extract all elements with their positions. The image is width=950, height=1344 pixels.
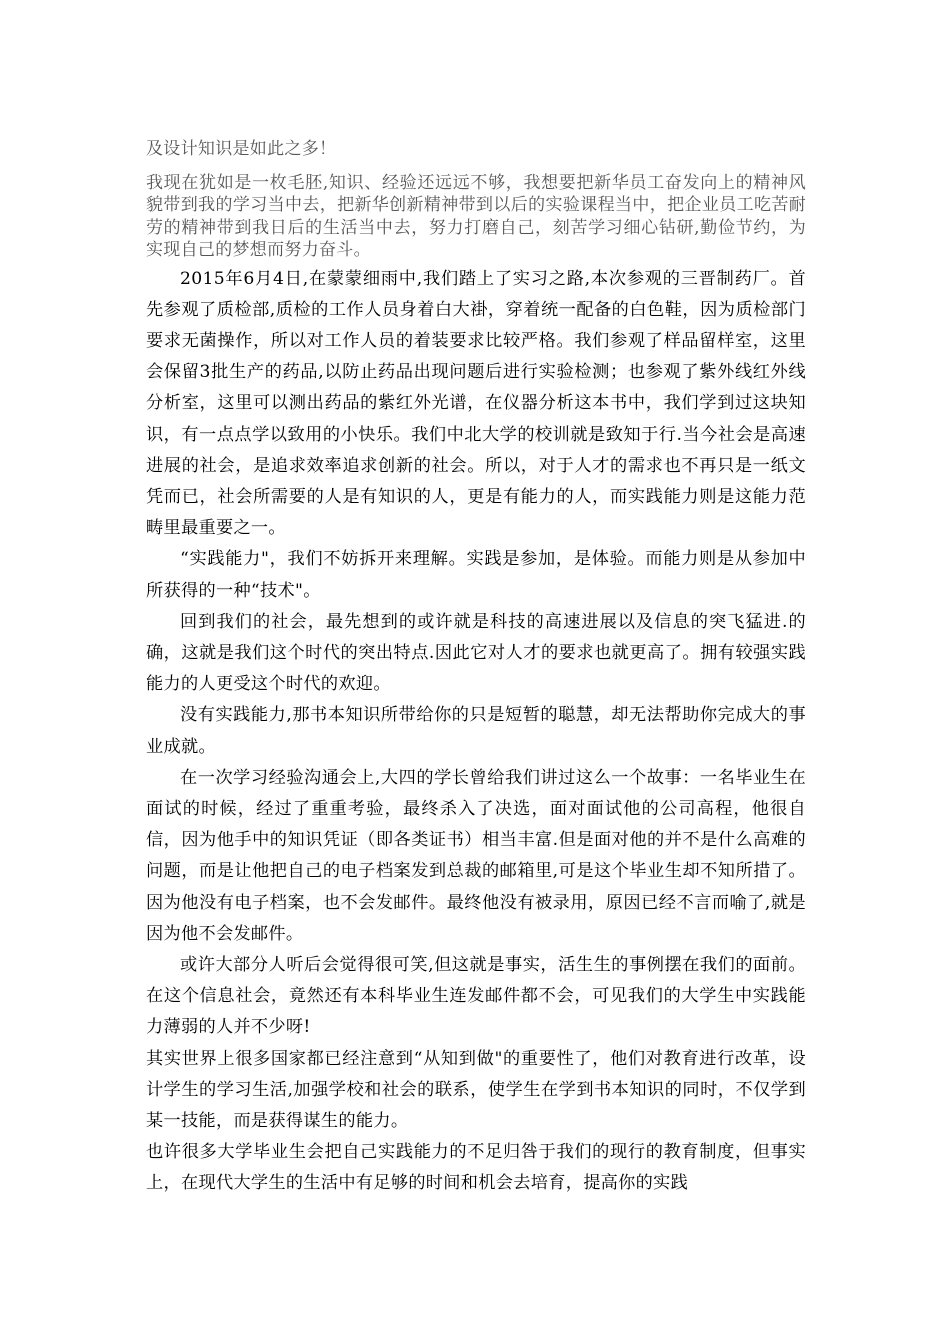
paragraph-world: 其实世界上很多国家都已经注意到“从知到做"的重要性了，他们对教育进行改革，设计学生的学习生活,加强学校和社会的联系，使学生在学到书本知识的同时，不仅学到某一技能，而是获得谋生的能力。 <box>146 1048 806 1131</box>
paragraph-reaction: 或许大部分人听后会觉得很可笑,但这就是事实，活生生的事例摆在我们的面前。在这个信息社会，竟然还有本科毕业生连发邮件都不会，可见我们的大学生中实践能力薄弱的人并不少呀! <box>146 954 806 1038</box>
paragraph-story: 在一次学习经验沟通会上,大四的学长曾给我们讲过这么一个故事：一名毕业生在面试的时候，经过了重重考验，最终杀入了决选，面对面试他的公司高程，他很自信，因为他手中的知识凭证（即各类证书）相当丰富.但是面对他的并不是什么高难的问题，而是让他把自己的电子档案发到总裁的邮箱里,可是这个毕业生却不知所措了。因为他没有电子档案，也不会发邮件。最终他没有被录用，原因已经不言而喻了,就是因为他不会发邮件。 <box>146 767 806 944</box>
paragraph-intro-tail: 及设计知识是如此之多！ <box>146 139 337 159</box>
paragraph-no-practice: 没有实践能力,那书本知识所带给你的只是短暂的聪慧，却无法帮助你完成大的事业成就。 <box>146 705 806 757</box>
document-page <box>146 138 806 1200</box>
paragraph-embryo: 我现在犹如是一枚毛胚,知识、经验还远远不够，我想要把新华员工奋发向上的精神风貌带到我的学习当中去，把新华创新精神带到以后的实验课程当中，把企业员工吃苦耐劳的精神带到我日后的生活当中去，努力打磨自己，刻苦学习细心钻研,勤俭节约，为实现自己的梦想而努力奋斗。 <box>146 172 806 260</box>
paragraph-visit: 2015年6月4日,在蒙蒙细雨中,我们踏上了实习之路,本次参观的三晋制药厂。首先参观了质检部,质检的工作人员身着白大褂，穿着统一配备的白色鞋，因为质检部门要求无菌操作，所以对工作人员的着装要求比较严格。我们参观了样品留样室，这里会保留3批生产的药品,以防止药品出现问题后进行实验检测；也参观了紫外线红外线分析室，这里可以测出药品的紫红外光谱，在仪器分析这本书中，我们学到过这块知识，有一点点学以致用的小快乐。我们中北大学的校训就是致知于行.当今社会是高速进展的社会，是追求效率追求创新的社会。所以，对于人才的需求也不再只是一纸文凭而已，社会所需要的人是有知识的人，更是有能力的人，而实践能力则是这能力范畴里最重要之一。 <box>146 268 806 539</box>
paragraph-society: 回到我们的社会，最先想到的或许就是科技的高速进展以及信息的突飞猛进.的确，这就是我们这个时代的突出特点.因此它对人才的要求也就更高了。拥有较强实践能力的人更受这个时代的欢迎。 <box>146 611 806 695</box>
paragraph-practical-ability: “实践能力"，我们不妨拆开来理解。实践是参加，是体验。而能力则是从参加中所获得的一种“技术"。 <box>146 549 806 601</box>
paragraph-education: 也许很多大学毕业生会把自己实践能力的不足归咎于我们的现行的教育制度，但事实上，在现代大学生的生活中有足够的时间和机会去培育，提高你的实践 <box>146 1142 806 1194</box>
